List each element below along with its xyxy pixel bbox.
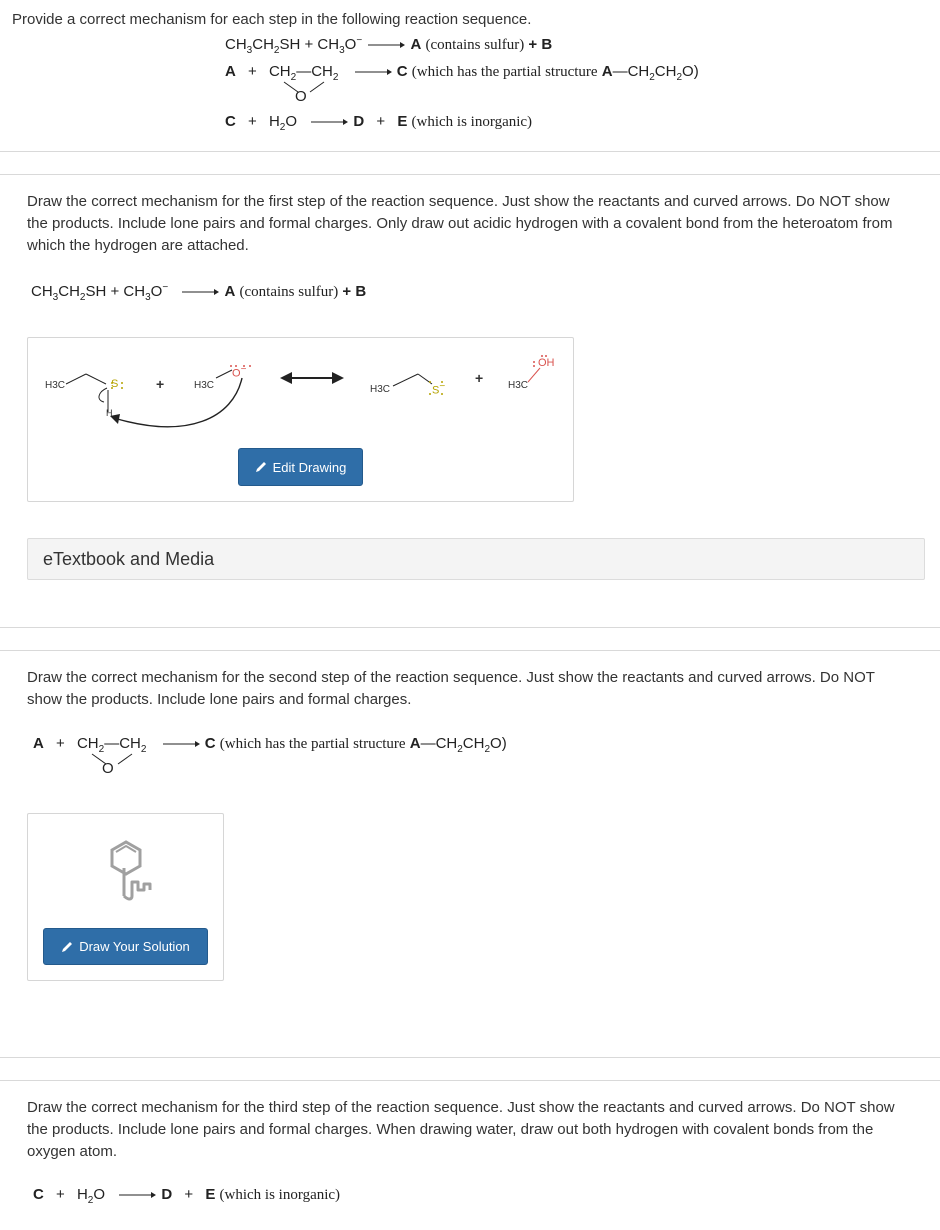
edit-drawing-button[interactable] <box>238 448 363 486</box>
product-c-note: (which has the partial structure <box>411 64 598 80</box>
q2-epoxide-formula: $CH_2—CH_2$ <box>76 735 147 755</box>
methoxide-oxygen: O− <box>232 364 247 380</box>
divider <box>0 650 940 651</box>
divider <box>0 1080 940 1081</box>
reaction-arrow-icon <box>117 1190 157 1200</box>
sequence-step-1 <box>225 35 552 56</box>
plus-sign: + <box>376 113 386 130</box>
product-a-label: A <box>410 36 422 53</box>
sequence-step-3 <box>225 113 532 133</box>
plus-sign: + <box>184 1186 194 1203</box>
step1-reactants: $CH_3CH_2SH + CH_3O^-$ <box>225 35 363 56</box>
edit-drawing-label: Edit Drawing <box>272 459 347 475</box>
divider <box>0 627 940 628</box>
h3c-label: H3C <box>194 380 215 391</box>
q1-product-b: + B <box>342 283 367 300</box>
divider <box>0 151 940 152</box>
epoxide-oxygen: O <box>295 88 307 105</box>
q3-water-formula: $H_2O$ <box>76 1186 106 1206</box>
reaction-arrow-icon <box>353 67 393 77</box>
divider <box>0 174 940 175</box>
etextbook-media-panel[interactable] <box>27 538 925 580</box>
pencil-icon <box>61 941 73 953</box>
q1-reactants: $CH_3CH_2SH + CH_3O^-$ <box>31 282 169 303</box>
question-3-text: Draw the correct mechanism for the third step of the reaction sequence. Just show the reactants and curved arrows. Do NOT show the products. Include lone pairs and formal charges. When drawing water, draw out both hydrogen with covalent bonds from the oxygen atom. <box>27 1099 895 1160</box>
epoxide-formula: $CH_2—CH_2$ <box>268 63 339 83</box>
q3-product-e-note: (which is inorganic) <box>219 1187 341 1203</box>
reactant-c-label: C <box>225 113 236 130</box>
reaction-arrow-icon <box>366 40 406 50</box>
draw-molecule-icon <box>92 838 162 908</box>
mechanism-drawing-area[interactable] <box>27 337 574 502</box>
plus-sign: + <box>475 370 484 386</box>
pencil-icon <box>255 461 267 473</box>
q3-product-e: E <box>205 1186 216 1203</box>
q3-reactant-c: C <box>33 1186 44 1203</box>
draw-your-solution-button[interactable] <box>43 928 208 965</box>
q2-partial-structure: $A—CH_2CH_2O$) <box>409 735 507 755</box>
product-a-note: (contains sulfur) <box>425 37 525 53</box>
reaction-arrow-icon <box>180 287 220 297</box>
draw-solution-label: Draw Your Solution <box>79 939 190 954</box>
plus-sign: + <box>56 735 65 752</box>
plus-sign: + <box>248 113 257 130</box>
q3-product-d: D <box>161 1186 173 1203</box>
plus-sign: + <box>248 63 257 80</box>
intro-text: Provide a correct mechanism for each step in the following reaction sequence. <box>12 11 532 28</box>
question-3-reaction <box>33 1186 340 1206</box>
reaction-arrow-icon <box>161 739 201 749</box>
divider <box>0 1057 940 1058</box>
methanol-oh: OH <box>538 357 555 369</box>
hydrogen-atom: H <box>106 408 113 418</box>
q2-product-c: C <box>204 735 216 752</box>
question-1-text: Draw the correct mechanism for the first step of the reaction sequence. Just show the reactants and curved arrows. Do NOT show the products. Include lone pairs and formal charges. Only draw out acidic hydrogen with a covalent bond from the heteroatom from which the hydrogen are attached. <box>27 193 893 254</box>
product-c-label: C <box>396 63 408 80</box>
reaction-arrow-icon <box>309 117 349 127</box>
product-e-label: E <box>397 113 408 130</box>
q1-product-a-note: (contains sulfur) <box>239 284 339 300</box>
q2-reactant-a: A <box>33 735 44 752</box>
etextbook-label: eTextbook and Media <box>43 549 215 569</box>
h3c-label: H3C <box>370 384 391 395</box>
thiolate-sulfur: S− <box>432 381 446 397</box>
h3c-label: H3C <box>45 380 66 391</box>
sulfur-atom: S <box>111 378 119 390</box>
q1-product-a: A <box>224 283 236 300</box>
water-formula: $H_2O$ <box>268 113 298 133</box>
product-d-label: D <box>353 113 365 130</box>
question-1-reaction <box>31 282 366 303</box>
q2-epoxide-oxygen: O <box>102 760 114 777</box>
plus-sign: + <box>156 376 165 392</box>
partial-structure: $A—CH_2CH_2O$) <box>601 63 699 83</box>
product-e-note: (which is inorganic) <box>411 114 533 130</box>
h3c-label: H3C <box>508 380 529 391</box>
product-b-label: + B <box>528 36 553 53</box>
q2-product-c-note: (which has the partial structure <box>219 736 406 752</box>
solution-drawing-area[interactable] <box>27 813 224 981</box>
plus-sign: + <box>56 1186 65 1203</box>
question-2-text: Draw the correct mechanism for the second step of the reaction sequence. Just show the reactants and curved arrows. Do NOT show the products. Include lone pairs and formal charges. <box>27 669 875 708</box>
reactant-a-label: A <box>225 63 236 80</box>
